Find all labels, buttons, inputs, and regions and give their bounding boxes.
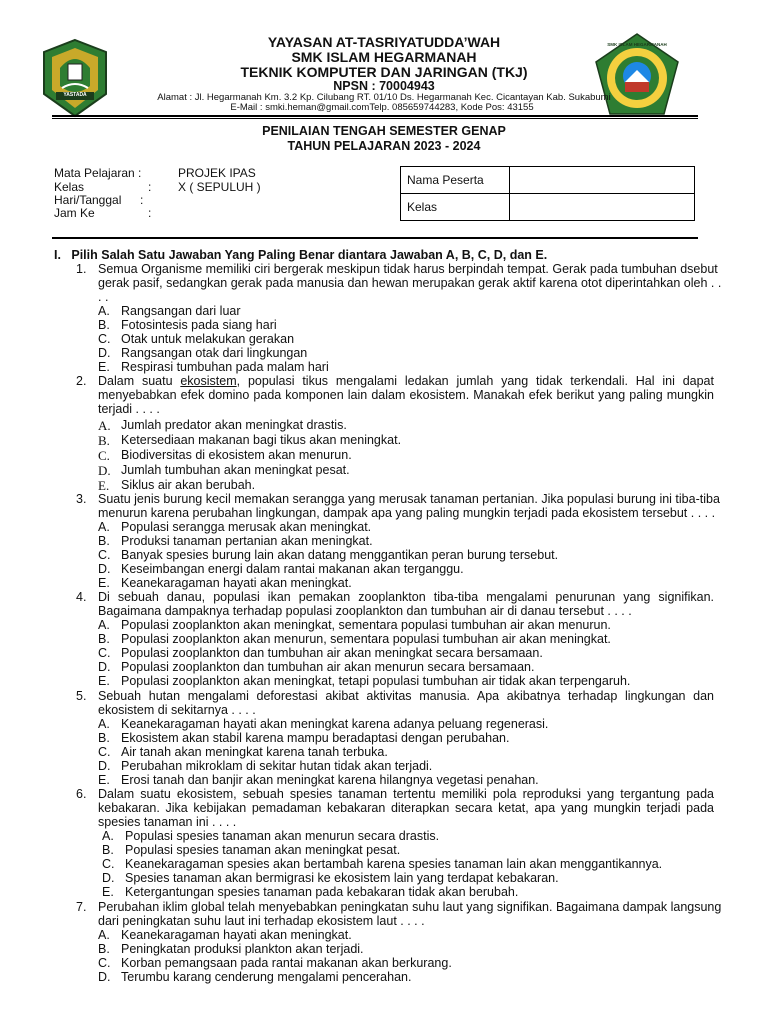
option-letter: E.: [98, 674, 110, 688]
option-text: Fotosintesis pada siang hari: [121, 318, 277, 332]
question-number: 5.: [76, 689, 87, 703]
option-letter: C.: [98, 548, 111, 562]
question-text-line: Perubahan iklim global telah menyebabkan peningkatan suhu laut yang signifikan. Bagaimana dampak langsung: [98, 900, 722, 914]
header-program: TEKNIK KOMPUTER DAN JARINGAN (TKJ): [240, 64, 528, 80]
option-letter: E.: [102, 885, 114, 899]
question-text-line: terjadi . . . .: [98, 402, 160, 416]
option-text: Keanekaragaman hayati akan meningkat.: [121, 928, 352, 942]
option-letter: E.: [98, 478, 110, 493]
option-text: Perubahan mikroklam di sekitar hutan tidak akan terjadi.: [121, 759, 433, 773]
option-text: Ketergantungan spesies tanaman pada kebakaran tidak akan berubah.: [125, 885, 519, 899]
question-text-line: Dalam suatu ekosistem, populasi tikus mengalami ledakan jumlah yang tidak terkendali. Hal ini dapat: [98, 374, 714, 388]
option-letter: D.: [98, 346, 111, 360]
option-text: Populasi spesies tanaman akan meningkat pesat.: [125, 843, 401, 857]
option-letter: C.: [98, 956, 111, 970]
option-text: Keanekaragaman hayati akan meningkat karena adanya peluang regenerasi.: [121, 717, 549, 731]
option-text: Peningkatan produksi plankton akan terjadi.: [121, 942, 364, 956]
option-text: Populasi zooplankton akan meningkat, tetapi populasi tumbuhan air tidak akan terpengaruh.: [121, 674, 631, 688]
yayasan-logo-text: YASTADA: [63, 92, 87, 98]
option-text: Korban pemangsaan pada rantai makanan akan berkurang.: [121, 956, 452, 970]
header-school: SMK ISLAM HEGARMANAH: [291, 49, 477, 65]
option-text: Ketersediaan makanan bagi tikus akan meningkat.: [121, 433, 402, 447]
option-letter: C.: [98, 448, 110, 463]
section-heading: I. Pilih Salah Satu Jawaban Yang Paling Benar diantara Jawaban A, B, C, D, dan E.: [54, 248, 548, 262]
option-letter: D.: [98, 660, 111, 674]
option-text: Banyak spesies burung lain akan datang menggantikan peran burung tersebut.: [121, 548, 559, 562]
question-text-line: gerak pasif, sedangkan gerak pada manusia dan hewan merupakan gerak aktif karena otot diperintahkan oleh . .: [98, 276, 722, 290]
info-mapel-label: Mata Pelajaran :: [54, 166, 142, 180]
option-letter: B.: [98, 632, 110, 646]
option-letter: B.: [98, 942, 110, 956]
option-letter: D.: [98, 463, 111, 478]
option-text: Spesies tanaman akan bermigrasi ke ekosistem lain yang terdapat kebakaran.: [125, 871, 559, 885]
option-letter: C.: [98, 745, 111, 759]
option-letter: D.: [102, 871, 115, 885]
question-text-line: Semua Organisme memiliki ciri bergerak meskipun tidak harus berpindah tempat. Gerak pada tumbuhan dsebut: [98, 262, 718, 276]
question-text-line: . .: [98, 290, 109, 304]
option-letter: C.: [98, 332, 111, 346]
option-letter: A.: [98, 304, 110, 318]
option-text: Populasi serangga merusak akan meningkat.: [121, 520, 372, 534]
question-text-line: dari peningkatan suhu laut ini terhadap ekosistem laut . . . .: [98, 914, 425, 928]
question-text-line: Suatu jenis burung kecil memakan serangga yang merusak tanaman pertanian. Jika populasi burung ini tiba-tiba: [98, 492, 720, 506]
option-letter: A.: [98, 418, 111, 433]
option-text: Terumbu karang cenderung mengalami pencerahan.: [121, 970, 412, 984]
option-text: Otak untuk melakukan gerakan: [121, 332, 295, 346]
option-text: Populasi zooplankton akan meningkat, sementara populasi tumbuhan air akan menurun.: [121, 618, 611, 632]
option-text: Populasi spesies tanaman akan menurun secara drastis.: [125, 829, 440, 843]
question-number: 1.: [76, 262, 87, 276]
option-letter: A.: [98, 717, 110, 731]
question-text-line: kebakaran. Jika kebijakan pemadaman kebakaran diterapkan secara ketat, apa yang mungkin terjadi pada: [98, 801, 714, 815]
question-text-line: Di sebuah danau, populasi ikan pemakan zooplankton tiba-tiba mengalami penurunan yang signifikan.: [98, 590, 714, 604]
question-text-line: spesies tanaman ini . . . .: [98, 815, 237, 829]
option-letter: B.: [102, 843, 114, 857]
header-divider: [52, 115, 698, 119]
question-number: 4.: [76, 590, 87, 604]
section-divider: [52, 237, 698, 239]
question-text-line: Bagaimana dampaknya terhadap populasi zooplankton dan tumbuhan air di danau tersebut . . . .: [98, 604, 632, 618]
option-letter: D.: [98, 970, 111, 984]
info-kelas-value: X ( SEPULUH ): [178, 180, 261, 194]
option-text: Keanekaragaman spesies akan bertambah karena spesies tanaman lain akan menggantikannya.: [125, 857, 663, 871]
option-text: Biodiversitas di ekosistem akan menurun.: [121, 448, 352, 462]
info-kelas-colon: :: [148, 180, 152, 194]
option-letter: E.: [98, 576, 110, 590]
identity-table: [400, 166, 695, 221]
option-text: Rangsangan dari luar: [121, 304, 241, 318]
info-mapel-value: PROJEK IPAS: [178, 166, 256, 180]
option-letter: D.: [98, 759, 111, 773]
option-text: Erosi tanah dan banjir akan meningkat karena hilangnya vegetasi penahan.: [121, 773, 539, 787]
info-jam-colon: :: [148, 206, 152, 220]
question-text-line: menurun karena perubahan lingkungan, dampak apa yang paling mungkin terjadi pada ekosistem tersebut . . . .: [98, 506, 716, 520]
option-text: Jumlah predator akan meningkat drastis.: [121, 418, 347, 432]
option-letter: E.: [98, 773, 110, 787]
option-letter: A.: [98, 928, 110, 942]
info-hari-colon: :: [140, 193, 144, 207]
question-text-line: menyebabkan efek domino pada komponen lain dalam ekosistem. Manakah efek berikut yang paling mungkin: [98, 388, 714, 402]
question-number: 2.: [76, 374, 87, 388]
exam-title: PENILAIAN TENGAH SEMESTER GENAP: [262, 124, 506, 138]
nama-peserta-label: Nama Peserta: [401, 167, 510, 194]
kelas-box-label: Kelas: [401, 194, 510, 221]
option-letter: B.: [98, 534, 110, 548]
option-text: Jumlah tumbuhan akan meningkat pesat.: [121, 463, 350, 477]
option-letter: C.: [98, 646, 111, 660]
question-text-line: Dalam suatu ekosistem, sebuah spesies tanaman tertentu memiliki pola reproduksi yang tergantung pada: [98, 787, 714, 801]
option-letter: C.: [102, 857, 115, 871]
option-text: Ekosistem akan stabil karena mampu beradaptasi dengan perubahan.: [121, 731, 510, 745]
option-text: Populasi zooplankton dan tumbuhan air akan menurun secara bersamaan.: [121, 660, 535, 674]
option-text: Respirasi tumbuhan pada malam hari: [121, 360, 329, 374]
option-text: Populasi zooplankton dan tumbuhan air akan meningkat secara bersamaan.: [121, 646, 543, 660]
option-text: Produksi tanaman pertanian akan meningkat.: [121, 534, 373, 548]
option-text: Keanekaragaman hayati akan meningkat.: [121, 576, 352, 590]
header-yayasan: YAYASAN AT-TASRIYATUDDA’WAH: [267, 34, 501, 50]
nama-peserta-field[interactable]: [510, 167, 695, 194]
exam-year: TAHUN PELAJARAN 2023 - 2024: [287, 139, 481, 153]
question-text-line: Sebuah hutan mengalami deforestasi akibat aktivitas manusia. Apa akibatnya terhadap lingkungan dan: [98, 689, 714, 703]
question-number: 6.: [76, 787, 87, 801]
option-letter: E.: [98, 360, 110, 374]
info-jam-label: Jam Ke: [54, 206, 95, 220]
option-letter: A.: [102, 829, 114, 843]
info-kelas-label: Kelas: [54, 180, 85, 194]
header-email: E-Mail : smki.heman@gmail.comTelp. 085659744283, Kode Pos: 43155: [230, 102, 534, 113]
option-text: Siklus air akan berubah.: [121, 478, 256, 492]
option-letter: A.: [98, 618, 110, 632]
option-text: Populasi zooplankton akan menurun, sementara populasi tumbuhan air akan meningkat.: [121, 632, 611, 646]
info-hari-label: Hari/Tanggal: [54, 193, 122, 207]
question-number: 7.: [76, 900, 87, 914]
option-letter: A.: [98, 520, 110, 534]
option-text: Keseimbangan energi dalam rantai makanan akan terganggu.: [121, 562, 464, 576]
option-letter: B.: [98, 433, 110, 448]
header-npsn: NPSN : 70004943: [333, 79, 435, 93]
option-letter: D.: [98, 562, 111, 576]
option-letter: B.: [98, 731, 110, 745]
school-logo-text: SMK ISLAM HEGARMANAH: [607, 42, 667, 47]
option-letter: B.: [98, 318, 110, 332]
question-number: 3.: [76, 492, 87, 506]
header-address: Alamat : Jl. Hegarmanah Km. 3.2 Kp. Cilubang RT. 01/10 Ds. Hegarmanah Kec. Cicantayan Kab. Sukabumi: [157, 92, 611, 103]
question-text-line: ekosistem di sekitarnya . . . .: [98, 703, 256, 717]
option-text: Air tanah akan meningkat karena tanah terbuka.: [121, 745, 388, 759]
kelas-box-field[interactable]: [510, 194, 695, 221]
option-text: Rangsangan otak dari lingkungan: [121, 346, 308, 360]
